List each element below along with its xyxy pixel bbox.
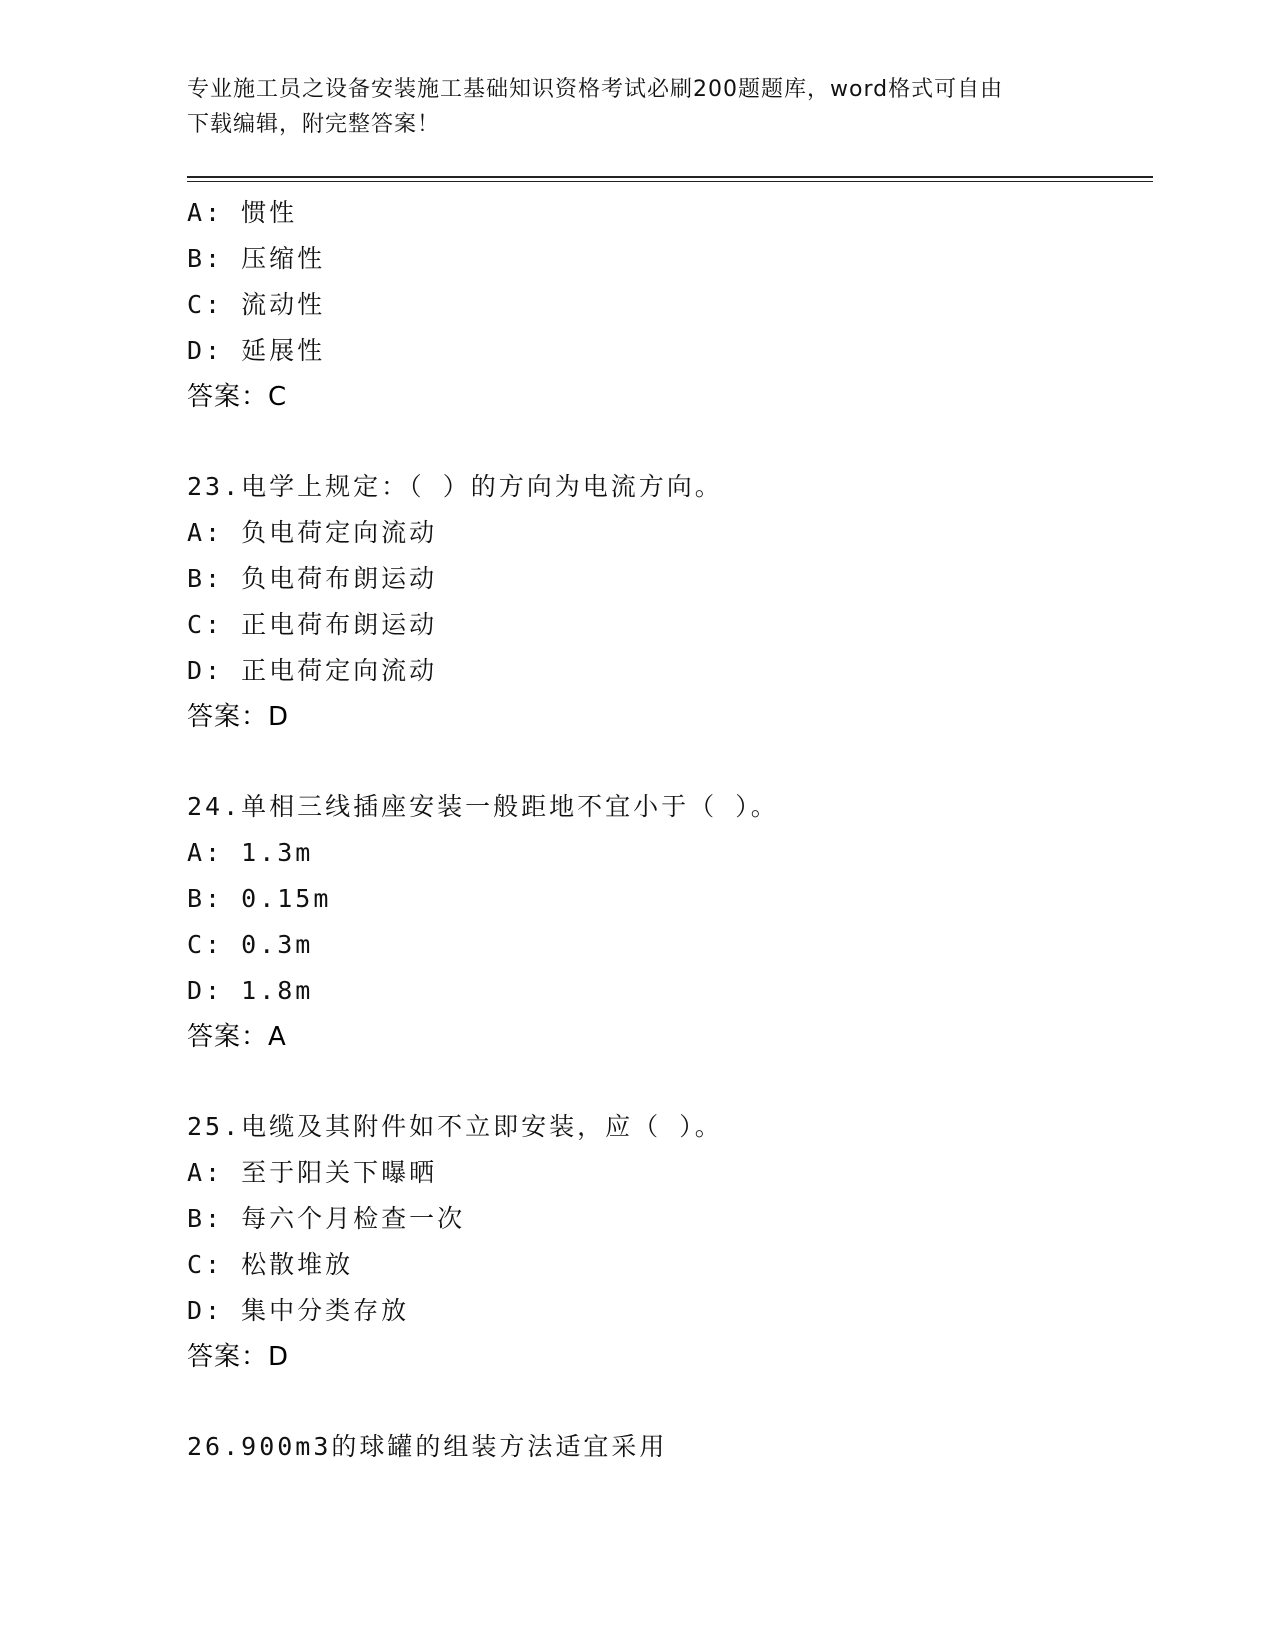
spacer: [187, 1380, 1147, 1424]
option-a: A: 负电荷定向流动: [187, 518, 438, 547]
option-d: D: 延展性: [187, 336, 326, 365]
option-b: B: 负电荷布朗运动: [187, 564, 438, 593]
option-c: C: 松散堆放: [187, 1250, 354, 1279]
answer-line: 答案：C: [187, 382, 288, 412]
option-d: D: 集中分类存放: [187, 1296, 410, 1325]
option-c: C: 0.3m: [187, 930, 314, 959]
option-c: C: 正电荷布朗运动: [187, 610, 438, 639]
question-block: [187, 464, 1147, 740]
spacer: [187, 420, 1147, 464]
question-text: 25.电缆及其附件如不立即安装，应（ ）。: [187, 1112, 723, 1141]
document-header: [187, 72, 1087, 142]
option-a: A: 惯性: [187, 198, 298, 227]
question-block: [187, 1104, 1147, 1380]
answer-line: 答案：A: [187, 1022, 287, 1052]
question-text: 24.单相三线插座安装一般距地不宜小于（ ）。: [187, 792, 779, 821]
option-d: D: 正电荷定向流动: [187, 656, 438, 685]
header-divider-thick: [187, 176, 1153, 178]
option-b: B: 每六个月检查一次: [187, 1204, 466, 1233]
spacer: [187, 740, 1147, 784]
option-a: A: 至于阳关下曝晒: [187, 1158, 438, 1187]
answer-line: 答案：D: [187, 1342, 290, 1372]
option-c: C: 流动性: [187, 290, 326, 319]
question-text: 23.电学上规定：（ ）的方向为电流方向。: [187, 472, 723, 501]
spacer: [187, 1060, 1147, 1104]
option-b: B: 压缩性: [187, 244, 326, 273]
header-divider-thin: [187, 181, 1153, 182]
question-block: [187, 190, 1147, 420]
option-d: D: 1.8m: [187, 976, 314, 1005]
question-list: [187, 190, 1147, 1470]
question-block: [187, 784, 1147, 1060]
question-block: [187, 1424, 1147, 1470]
answer-line: 答案：D: [187, 702, 290, 732]
option-a: A: 1.3m: [187, 838, 314, 867]
option-b: B: 0.15m: [187, 884, 332, 913]
header-line-1: 专业施工员之设备安装施工基础知识资格考试必刷200题题库，word格式可自由: [187, 77, 1004, 102]
header-line-2: 下载编辑，附完整答案！: [187, 112, 441, 137]
question-text: 26.900m3的球罐的组装方法适宜采用: [187, 1432, 668, 1461]
